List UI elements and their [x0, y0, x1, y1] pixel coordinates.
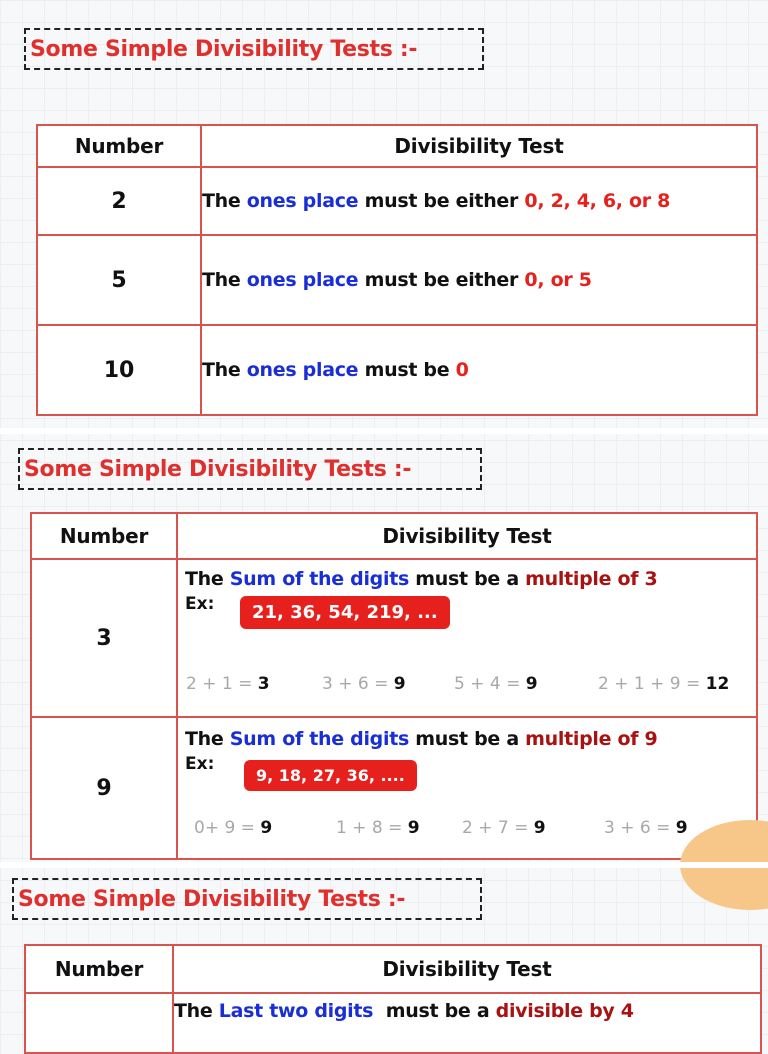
header-divisibility-test: Divisibility Test: [177, 513, 757, 559]
test-keyword: ones place: [246, 269, 359, 291]
row-test: [177, 559, 757, 717]
test-keyword: ones place: [246, 359, 359, 381]
test-text: The: [185, 568, 230, 590]
sum-expression: 2 + 1 + 9 =: [598, 674, 706, 694]
row-test: [173, 993, 761, 1053]
header-divisibility-test: Divisibility Test: [201, 125, 757, 167]
sum-expression: 1 + 8 =: [336, 818, 408, 838]
sum-expression: 5 + 4 =: [454, 674, 526, 694]
section-title: Some Simple Divisibility Tests :-: [18, 886, 406, 912]
test-keyword: Sum of the digits: [229, 728, 409, 750]
divisibility-table: [30, 512, 758, 860]
digit-sum: [336, 818, 420, 838]
row-test: [201, 167, 757, 235]
test-text: The: [202, 190, 247, 212]
test-rule: divisible by 4: [495, 1000, 634, 1022]
row-number: 10: [37, 325, 201, 415]
digit-sum: [322, 674, 406, 694]
table-row: [31, 559, 757, 717]
row-number: [25, 993, 173, 1053]
sum-result: 9: [675, 818, 688, 838]
section-2: [0, 432, 768, 860]
row-number: 2: [37, 167, 201, 235]
test-text: must be a: [373, 1000, 496, 1022]
example-label: Ex:: [185, 594, 215, 614]
example-label: Ex:: [185, 754, 215, 774]
sum-expression: 3 + 6 =: [322, 674, 394, 694]
examples-badge: 21, 36, 54, 219, ...: [240, 596, 450, 629]
table-header-row: [37, 125, 757, 167]
sum-result: 12: [705, 674, 730, 694]
test-values: 0, 2, 4, 6, or 8: [524, 190, 671, 212]
test-text: must be either: [358, 190, 525, 212]
section-3: [0, 866, 768, 1024]
test-keyword: Last two digits: [218, 1000, 374, 1022]
sum-result: 9: [260, 818, 273, 838]
test-text: The: [202, 359, 247, 381]
header-number: Number: [31, 513, 177, 559]
table-row: [31, 717, 757, 859]
row-number: 3: [31, 559, 177, 717]
test-values: 0: [455, 359, 469, 381]
section-title: Some Simple Divisibility Tests :-: [24, 456, 412, 482]
row-test: [201, 325, 757, 415]
sum-expression: 0+ 9 =: [194, 818, 261, 838]
section-title: Some Simple Divisibility Tests :-: [30, 36, 418, 62]
sum-result: 3: [257, 674, 270, 694]
test-text: must be: [358, 359, 456, 381]
sum-expression: 2 + 7 =: [462, 818, 534, 838]
row-test: [177, 717, 757, 859]
sum-result: 9: [393, 674, 406, 694]
examples-badge: 9, 18, 27, 36, ....: [244, 760, 417, 791]
section-title-box: [18, 448, 482, 490]
header-number: Number: [37, 125, 201, 167]
test-text: The: [174, 1000, 219, 1022]
test-rule: multiple of 9: [525, 728, 658, 750]
table-row: [37, 325, 757, 415]
table-row: [25, 993, 761, 1053]
test-values: 0, or 5: [524, 269, 592, 291]
section-1: [0, 0, 768, 425]
test-line: [185, 728, 657, 750]
test-text: The: [202, 269, 247, 291]
row-number: 5: [37, 235, 201, 325]
divisibility-table: [36, 124, 758, 416]
sum-expression: 3 + 6 =: [604, 818, 676, 838]
section-title-box: [12, 878, 482, 920]
row-number: 9: [31, 717, 177, 859]
digit-sum: [194, 818, 272, 838]
test-line: [185, 568, 657, 590]
header-number: Number: [25, 945, 173, 993]
digit-sum: [598, 674, 729, 694]
test-cell: [178, 560, 756, 716]
table-header-row: [31, 513, 757, 559]
table-header-row: [25, 945, 761, 993]
sum-result: 9: [533, 818, 546, 838]
table-row: [37, 167, 757, 235]
sum-expression: 2 + 1 =: [186, 674, 258, 694]
digit-sum: [186, 674, 270, 694]
row-test: [201, 235, 757, 325]
test-text: must be either: [358, 269, 525, 291]
digit-sum: [462, 818, 546, 838]
test-text: The: [185, 728, 230, 750]
test-cell: [178, 718, 756, 858]
sum-result: 9: [525, 674, 538, 694]
test-rule: multiple of 3: [525, 568, 658, 590]
test-keyword: Sum of the digits: [229, 568, 409, 590]
test-keyword: ones place: [246, 190, 359, 212]
sum-result: 9: [407, 818, 420, 838]
digit-sum: [604, 818, 688, 838]
digit-sum: [454, 674, 538, 694]
test-text: must be a: [408, 568, 526, 590]
test-text: must be a: [408, 728, 526, 750]
table-row: [37, 235, 757, 325]
divisibility-table: [24, 944, 762, 1054]
section-title-box: [24, 28, 484, 70]
header-divisibility-test: Divisibility Test: [173, 945, 761, 993]
